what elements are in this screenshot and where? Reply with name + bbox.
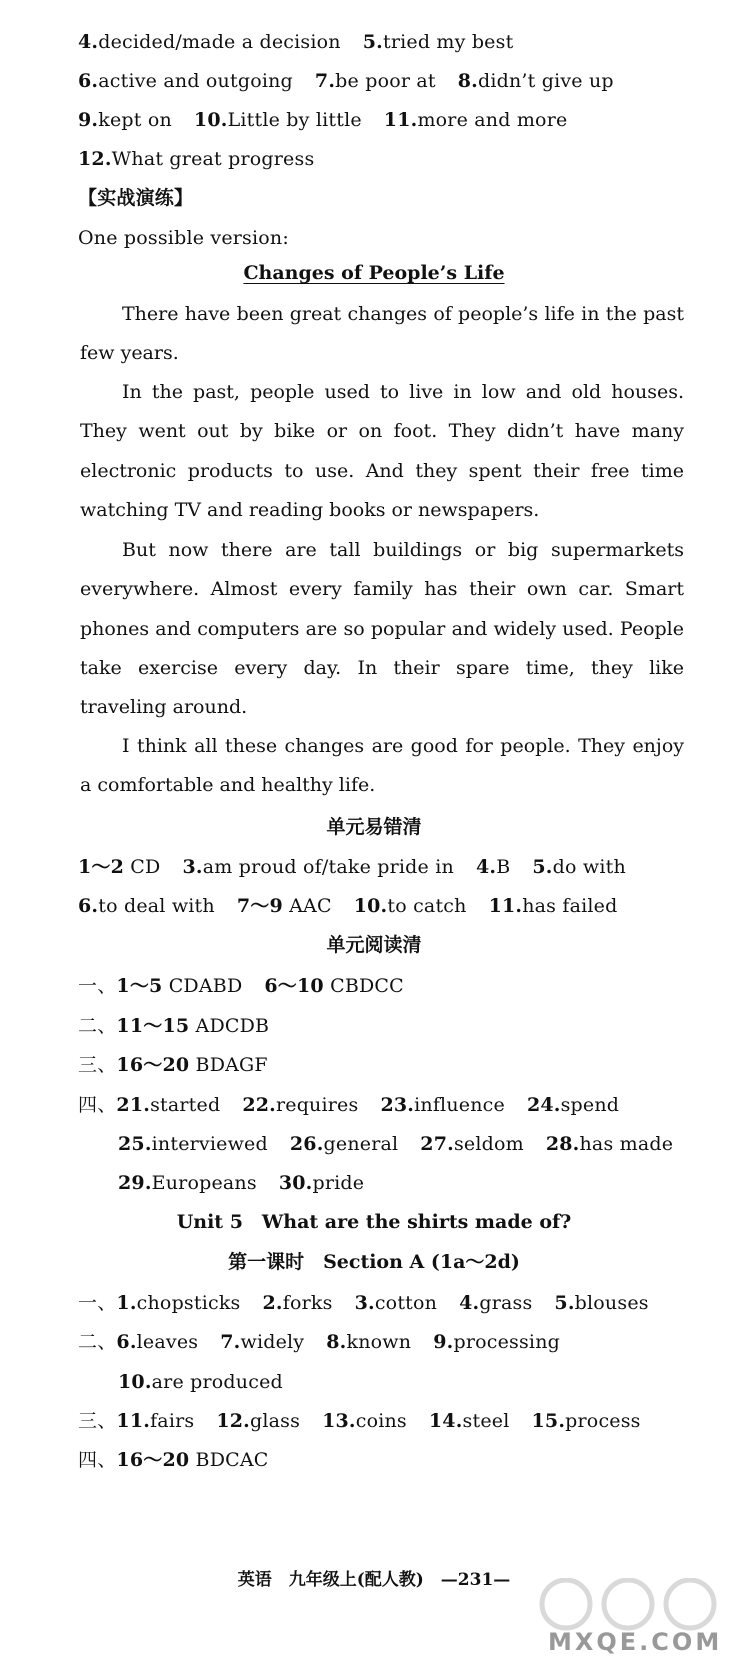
question-group-prefix: 二、 [78,1015,117,1037]
question-number: 16～20 [116,1449,190,1471]
question-number: 5. [554,1292,575,1314]
question-number: 10. [118,1371,152,1393]
answer-item [380,1094,504,1116]
essay-paragraph: But now there are tall buildings or big supermarkets everywhere. Almost every family has their own car. Smart phones and computers are so popular and widely used. People take exercise every day. In their spare time, they like traveling around. [80,539,684,719]
answer-item [220,1331,304,1353]
answer-text: started [150,1094,221,1116]
question-number: 27. [420,1133,454,1155]
answer-text: Little by little [227,109,362,131]
answer-text: pride [312,1172,365,1194]
answer-item [459,1292,532,1314]
question-number: 23. [380,1094,415,1116]
question-number: 4. [475,856,497,878]
question-number: 11～15 [116,1015,190,1037]
question-number: 7. [314,70,336,92]
question-number: 2. [262,1292,283,1314]
answer-item [458,70,614,92]
answer-item [554,1292,648,1314]
question-number: 25. [118,1133,152,1155]
question-number: 1～2 [78,856,125,878]
answer-item [194,109,362,131]
answer-item [326,1331,411,1353]
answer-item [78,1054,268,1076]
question-number: 7. [220,1331,241,1353]
answer-text: blouses [574,1292,649,1314]
question-number: 13. [322,1410,356,1432]
question-number: 12. [78,148,112,170]
answer-text: decided/made a decision [98,31,341,53]
answer-text: What great progress [111,148,315,170]
answer-line [78,28,708,56]
answer-item [78,895,215,917]
question-number: 28. [545,1133,580,1155]
question-number: 3. [354,1292,375,1314]
answer-text: AAC [282,895,332,917]
unit-title: Unit 5 What are the shirts made of? [176,1211,572,1233]
question-number: 1. [116,1292,137,1314]
answer-item [78,1410,194,1432]
question-number: 11. [116,1410,151,1432]
answer-text: requires [275,1094,359,1116]
answer-text: seldom [453,1133,524,1155]
answer-text: process [565,1410,641,1432]
answer-line [78,67,708,95]
question-number: 24. [526,1094,561,1116]
answer-item [315,70,436,92]
answer-item [78,31,341,53]
question-number: 22. [242,1094,276,1116]
answer-item [263,1292,333,1314]
answer-line [78,106,708,134]
question-number: 6. [78,70,99,92]
essay-title: Changes of People’s Life [243,262,505,284]
answer-item [237,895,332,917]
answer-item [118,1133,268,1155]
answer-item [78,109,172,131]
answer-item [78,148,314,170]
answer-text: Europeans [151,1172,257,1194]
answer-text: CBDCC [323,975,404,997]
answer-text: coins [355,1410,407,1432]
question-number: 30. [278,1172,313,1194]
answer-text: tried my best [382,31,514,53]
question-number: 9. [78,109,99,131]
question-number: 6. [78,895,99,917]
question-number: 6. [116,1331,137,1353]
answer-text: widely [240,1331,305,1353]
answer-text: processing [453,1331,560,1353]
answer-text: glass [250,1410,301,1432]
heading-errors: 单元易错清 [326,816,422,838]
answer-text: spend [560,1094,620,1116]
question-group-prefix: 四、 [78,1094,117,1116]
answer-text: general [323,1133,399,1155]
answer-text: kept on [98,109,172,131]
answer-item [78,1331,198,1353]
answer-line [78,145,708,173]
question-number: 5. [532,856,553,878]
question-number: 4. [78,31,99,53]
answer-text: steel [462,1410,510,1432]
answer-text: forks [282,1292,333,1314]
answer-text: CD [124,856,161,878]
answer-text: CDABD [162,975,243,997]
answer-text: has failed [522,895,618,917]
answer-line [78,1446,708,1474]
answer-item [78,1292,241,1314]
answer-text: BDCAC [189,1449,269,1471]
question-group-prefix: 四、 [78,1449,117,1471]
question-number: 16～20 [116,1054,190,1076]
question-number: 29. [118,1172,152,1194]
question-number: 6～10 [264,975,324,997]
answer-text: known [346,1331,412,1353]
answer-text: be poor at [335,70,436,92]
lesson-title: 第一课时 Section A (1a～2d) [228,1251,520,1273]
answer-line [78,1051,708,1079]
answer-item [78,1449,269,1471]
answer-item [78,856,160,878]
question-group-prefix: 二、 [78,1331,117,1353]
answer-text: leaves [136,1331,199,1353]
answer-text: active and outgoing [98,70,293,92]
answer-item [546,1133,673,1155]
answer-item [182,856,453,878]
answer-item [78,1094,220,1116]
answer-item [118,1371,283,1393]
question-number: 21. [116,1094,151,1116]
answer-text: to catch [387,895,467,917]
question-number: 1～5 [116,975,163,997]
question-number: 3. [182,856,203,878]
answer-line [78,853,708,881]
answer-line [78,892,708,920]
question-group-prefix: 一、 [78,1292,117,1314]
question-number: 4. [459,1292,480,1314]
answer-text: didn’t give up [477,70,614,92]
answer-item [476,856,510,878]
answer-line [78,1091,708,1119]
question-number: 5. [362,31,383,53]
answer-item [532,856,626,878]
answer-line [78,1289,708,1317]
question-group-prefix: 三、 [78,1054,117,1076]
answer-item [489,895,618,917]
answer-text: cotton [374,1292,438,1314]
answer-item [216,1410,300,1432]
page-footer: 英语 九年级上(配人教) —231— [237,1570,511,1590]
question-number: 7～9 [236,895,283,917]
answer-item [354,895,467,917]
answer-line [118,1130,708,1158]
question-number: 8. [457,70,478,92]
question-number: 26. [289,1133,324,1155]
answer-item [264,975,404,997]
answer-text: B [496,856,511,878]
question-number: 11. [383,109,418,131]
answer-item [363,31,514,53]
answer-item [78,1015,269,1037]
section-heading-practice: 【实战演练】 [78,187,194,209]
question-number: 14. [428,1410,463,1432]
watermark-text: MXQE.COM [548,1628,723,1656]
answer-item [384,109,568,131]
answer-item [242,1094,358,1116]
essay-paragraph: I think all these changes are good for people. They enjoy a comfortable and healthy life. [80,735,684,797]
answer-text: to deal with [98,895,215,917]
answer-text: do with [552,856,626,878]
question-number: 11. [488,895,523,917]
answer-text: chopsticks [136,1292,241,1314]
answer-text: fairs [150,1410,195,1432]
essay-paragraph: In the past, people used to live in low and old houses. They went out by bike or on foot. They didn’t have many electronic products to use. And they spent their free time watching TV and reading books or newspapers. [80,381,684,521]
answer-text: has made [579,1133,674,1155]
question-group-prefix: 三、 [78,1410,117,1432]
answer-line [118,1169,708,1197]
answer-text: influence [414,1094,505,1116]
question-number: 12. [216,1410,250,1432]
answer-text: am proud of/take pride in [202,856,454,878]
question-group-prefix: 一、 [78,975,117,997]
answer-item [532,1410,641,1432]
question-number: 15. [531,1410,566,1432]
answer-text: BDAGF [189,1054,268,1076]
answer-text: are produced [151,1371,283,1393]
answer-line [78,1328,708,1356]
question-number: 8. [326,1331,347,1353]
answer-line [78,1012,708,1040]
answer-item [290,1133,398,1155]
answer-item [78,975,242,997]
answer-text: more and more [417,109,568,131]
answer-item [433,1331,560,1353]
answer-item [118,1172,257,1194]
answer-item [527,1094,619,1116]
answer-item [78,70,293,92]
answer-item [355,1292,437,1314]
answer-item [279,1172,364,1194]
answer-item [420,1133,524,1155]
answer-text: interviewed [151,1133,268,1155]
essay-paragraph: There have been great changes of people’s life in the past few years. [80,303,684,365]
intro-text: One possible version: [78,227,289,249]
answer-text: ADCDB [189,1015,270,1037]
answer-line [118,1368,708,1396]
question-number: 10. [193,109,228,131]
answer-line [78,972,708,1000]
answer-item [322,1410,407,1432]
heading-reading: 单元阅读清 [326,934,422,956]
answer-line [78,1407,708,1435]
answer-text: grass [479,1292,533,1314]
answer-item [429,1410,510,1432]
question-number: 9. [433,1331,454,1353]
question-number: 10. [353,895,388,917]
